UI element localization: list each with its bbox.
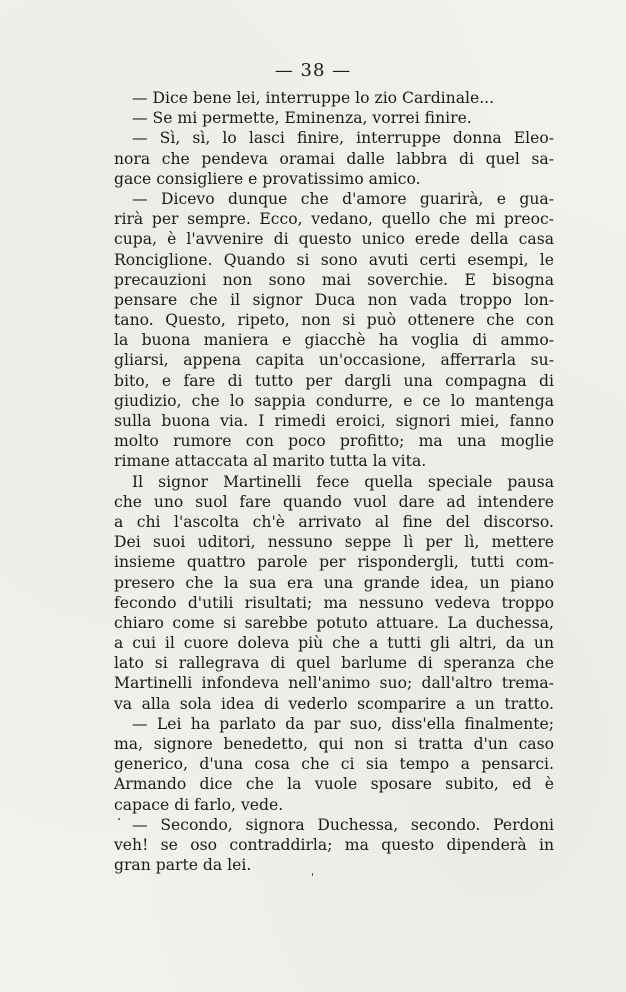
text-line: veh! se oso contraddirla; ma questo dipenderà in xyxy=(114,835,554,854)
text-line: — Se mi permette, Eminenza, vorrei finire. xyxy=(132,109,472,128)
text-line: Il signor Martinelli fece quella speciale pausa xyxy=(132,472,554,491)
print-speck xyxy=(312,873,313,876)
print-speck xyxy=(118,818,120,820)
text-line: presero che la sua era una grande idea, un piano xyxy=(114,573,554,592)
text-line: ma, signore benedetto, qui non si tratta d'un caso xyxy=(114,735,554,753)
text-line: — Dice bene lei, interruppe lo zio Cardinale... xyxy=(132,89,495,107)
text-line: che uno suol fare quando vuol dare ad intendere xyxy=(114,492,554,511)
body-text xyxy=(114,88,554,875)
text-line: rirà per sempre. Ecco, vedano, quello che mi preoc- xyxy=(114,210,554,229)
text-line: generico, d'una cosa che ci sia tempo a pensarci. xyxy=(114,755,554,774)
text-line: tano. Questo, ripeto, non si può ottenere che con xyxy=(114,311,554,330)
text-line: Dei suoi uditori, nessuno seppe lì per lì, mettere xyxy=(114,533,554,552)
text-line: insieme quattro parole per rispondergli, tutti com- xyxy=(114,553,554,572)
text-line: gace consigliere e provatissimo amico. xyxy=(114,169,421,188)
text-line: rimane attaccata al marito tutta la vita. xyxy=(114,452,427,471)
text-line: precauzioni non sono mai soverchie. E bisogna xyxy=(114,270,554,289)
text-line: — Lei ha parlato da par suo, diss'ella finalmente; xyxy=(132,714,554,733)
text-line: gran parte da lei. xyxy=(114,856,252,875)
text-line: gliarsi, appena capita un'occasione, afferrarla su- xyxy=(114,351,554,370)
text-line: nora che pendeva oramai dalle labbra di quel sa- xyxy=(114,149,554,168)
text-line: a cui il cuore doleva più che a tutti gli altri, da un xyxy=(114,634,554,653)
text-line: — Dicevo dunque che d'amore guarirà, e gua- xyxy=(132,189,554,208)
text-line: Martinelli infondeva nell'animo suo; dall'altro trema- xyxy=(114,674,554,693)
text-line: capace di farlo, vede. xyxy=(114,795,284,814)
page-number: — 38 — xyxy=(274,60,352,81)
text-line: — Secondo, signora Duchessa, secondo. Perdoni xyxy=(132,815,554,834)
text-line: pensare che il signor Duca non vada troppo lon- xyxy=(114,290,554,309)
text-line: lato si rallegrava di quel barlume di speranza che xyxy=(114,654,554,673)
text-line: chiaro come si sarebbe potuto attuare. La duchessa, xyxy=(114,613,554,632)
text-line: va alla sola idea di vederlo scomparire a un tratto. xyxy=(114,694,554,713)
text-line: molto rumore con poco profitto; ma una moglie xyxy=(114,432,554,451)
text-line: a chi l'ascolta ch'è arrivato al fine del discorso. xyxy=(114,512,554,531)
text-line: — Sì, sì, lo lasci finire, interruppe donna Eleo- xyxy=(132,129,554,148)
text-line: Ronciglione. Quando si sono avuti certi esempi, le xyxy=(114,250,554,269)
text-line: cupa, è l'avvenire di questo unico erede della casa xyxy=(114,230,554,249)
text-line: bito, e fare di tutto per dargli una compagna di xyxy=(114,371,554,390)
text-line: fecondo d'utili risultati; ma nessuno vedeva troppo xyxy=(114,593,554,612)
text-line: Armando dice che la vuole sposare subito, ed è xyxy=(114,775,554,794)
text-line: giudizio, che lo sappia condurre, e ce lo mantenga xyxy=(114,391,554,410)
text-line: sulla buona via. I rimedi eroici, signori miei, fanno xyxy=(114,412,554,430)
text-line: la buona maniera e giacchè ha voglia di ammo- xyxy=(114,331,554,350)
